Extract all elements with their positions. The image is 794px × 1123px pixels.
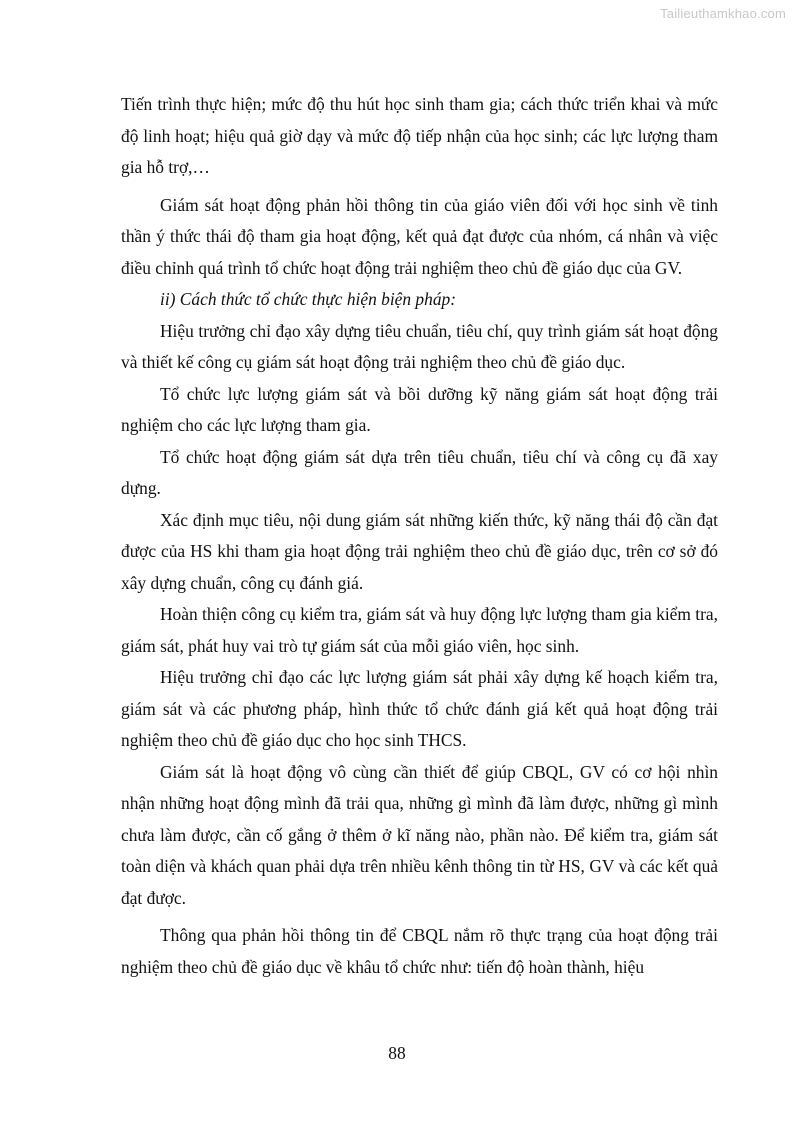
document-body (121, 89, 718, 983)
page-number: 88 (388, 1043, 406, 1063)
paragraph: Tổ chức hoạt động giám sát dựa trên tiêu chuẩn, tiêu chí và công cụ đã xay dựng. (121, 446, 718, 498)
watermark: Tailieuthamkhao.com (660, 6, 786, 21)
paragraph: Thông qua phản hồi thông tin để CBQL nắm rõ thực trạng của hoạt động trải nghiệm theo chủ đề giáo dục về khâu tổ chức như: tiến độ hoàn thành, hiệu (121, 925, 718, 977)
section-heading: ii) Cách thức tổ chức thực hiện biện pháp: (160, 289, 457, 309)
paragraph: Tiến trình thực hiện; mức độ thu hút học sinh tham gia; cách thức triển khai và mức độ linh hoạt; hiệu quả giờ dạy và mức độ tiếp nhận của học sinh; các lực lượng tham gia hỗ trợ,… (121, 94, 718, 177)
paragraph: Hiệu trưởng chỉ đạo xây dựng tiêu chuẩn, tiêu chí, quy trình giám sát hoạt động và thiết kế công cụ giám sát hoạt động trải nghiệm theo chủ đề giáo dục. (121, 320, 718, 372)
paragraph: Hoàn thiện công cụ kiểm tra, giám sát và huy động lực lượng tham gia kiểm tra, giám sát, phát huy vai trò tự giám sát của mỗi giáo viên, học sinh. (121, 604, 718, 656)
paragraph: Xác định mục tiêu, nội dung giám sát những kiến thức, kỹ năng thái độ cần đạt được của HS khi tham gia hoạt động trải nghiệm theo chủ đề giáo dục, trên cơ sở đó xây dựng chuẩn, công cụ đánh giá. (121, 509, 718, 593)
paragraph: Tổ chức lực lượng giám sát và bồi dưỡng kỹ năng giám sát hoạt động trải nghiệm cho các lực lượng tham gia. (121, 383, 718, 435)
paragraph: Giám sát là hoạt động vô cùng cần thiết để giúp CBQL, GV có cơ hội nhìn nhận những hoạt động mình đã trải qua, những gì mình đã làm được, những gì mình chưa làm được, cần cố gắng ở thêm ở kĩ năng nào, phần nào. Để kiểm tra, giám sát toàn diện và khách quan phải dựa trên nhiều kênh thông tin từ HS, GV và các kết quả đạt được. (121, 761, 718, 908)
paragraph: Giám sát hoạt động phản hồi thông tin của giáo viên đối với học sinh về tinh thần ý thức thái độ tham gia hoạt động, kết quả đạt được của nhóm, cá nhân và việc điều chỉnh quá trình tổ chức hoạt động trải nghiệm theo chủ đề giáo dục của GV. (121, 194, 718, 278)
paragraph: Hiệu trưởng chỉ đạo các lực lượng giám sát phải xây dựng kế hoạch kiểm tra, giám sát và các phương pháp, hình thức tổ chức đánh giá kết quả hoạt động trải nghiệm theo chủ đề giáo dục cho học sinh THCS. (121, 667, 718, 750)
